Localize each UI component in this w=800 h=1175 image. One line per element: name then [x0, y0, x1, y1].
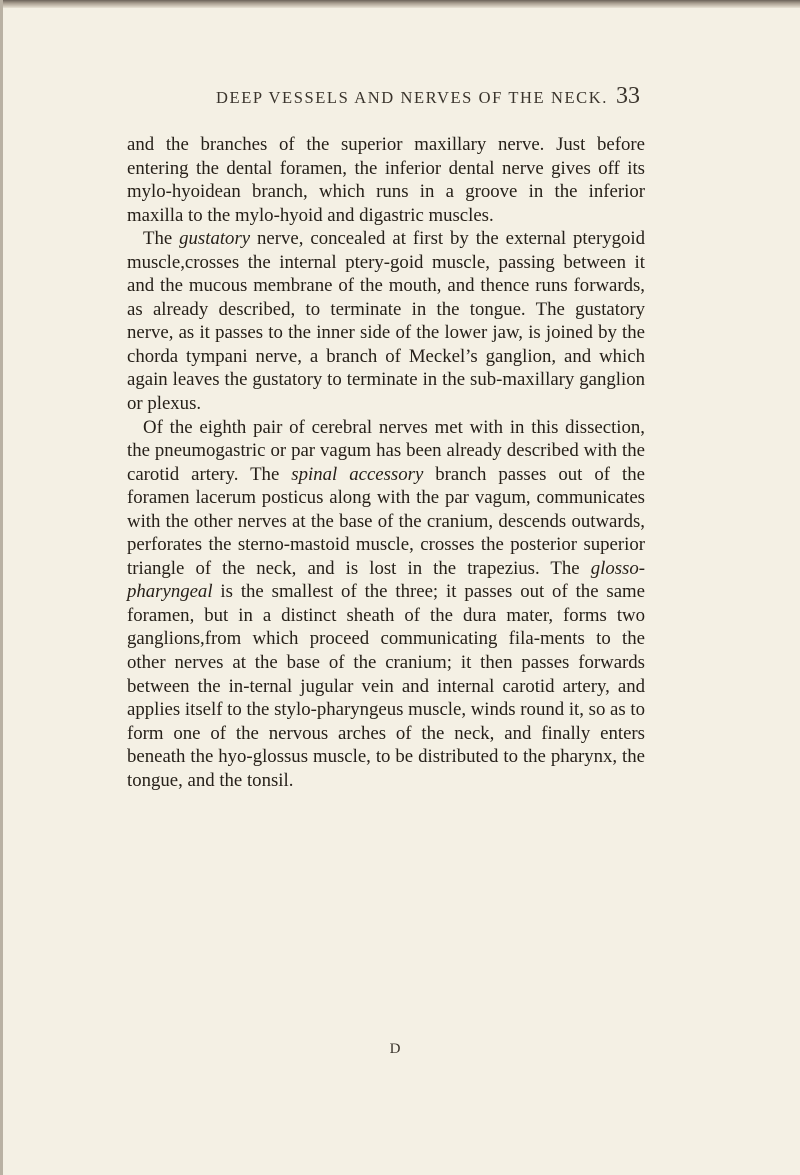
paragraph-3-text-b: branch passes out of the foramen lacerum posticus along with the par vagum, communicates with the other nerves at the base of the cranium, descends outwards, perforates the sterno-mastoid muscle, crosses the posterior superior triangle of the neck, and is lost in the trapezius. The — [127, 463, 645, 579]
paragraph-3 — [127, 416, 645, 793]
body-text — [127, 133, 645, 792]
paragraph-1-text: and the branches of the superior maxillary nerve. Just before entering the dental foramen, the inferior dental nerve gives off its mylo-hyoidean branch, which runs in a groove in the inferior maxilla to the mylo-hyoid and digastric muscles. — [127, 134, 645, 226]
paragraph-1 — [127, 133, 645, 227]
running-head-title: DEEP VESSELS AND NERVES OF THE NECK. — [216, 88, 608, 107]
page-top-edge — [0, 0, 800, 8]
page-number: 33 — [616, 83, 640, 109]
paragraph-2 — [127, 227, 645, 415]
paragraph-3-text-a: Of the eighth pair of cerebral nerves met with in this dissection, the pneumogastric or par vagum has been already described with the carotid artery. The — [127, 416, 645, 485]
term-gustatory: gustatory — [179, 228, 251, 250]
paragraph-2-text-a: The — [143, 228, 180, 250]
paragraph-3-text-c: is the smallest of the three; it passes out of the same foramen, but in a distinct sheath of the dura mater, forms two ganglions,from which proceed communicating fila-ments to the other nerves at the base of the cranium; it then passes forwards between the in-ternal jugular vein and internal carotid artery, and applies itself to the stylo-pharyngeus muscle, winds round it, so as to form one of the nervous arches of the neck, and finally enters beneath the hyo-glossus muscle, to be distributed to the pharynx, the tongue, and the tonsil. — [127, 581, 645, 791]
term-glosso-pharyngeal: glosso-pharyngeal — [127, 557, 645, 603]
paragraph-2-text-b: nerve, concealed at first by the external pterygoid muscle,crosses the internal ptery-goid muscle, passing between it and the mucous membrane of the mouth, and thence runs forwards, as already described, to terminate in the tongue. The gustatory nerve, as it passes to the inner side of the lower jaw, is joined by the chorda tympani nerve, a branch of Meckel’s ganglion, and which again leaves the gustatory to terminate in the sub-maxillary ganglion or plexus. — [127, 228, 645, 415]
signature-mark: D — [389, 1041, 401, 1057]
page-left-edge — [0, 0, 3, 1175]
term-spinal-accessory: spinal accessory — [291, 463, 424, 485]
running-head — [0, 82, 640, 110]
